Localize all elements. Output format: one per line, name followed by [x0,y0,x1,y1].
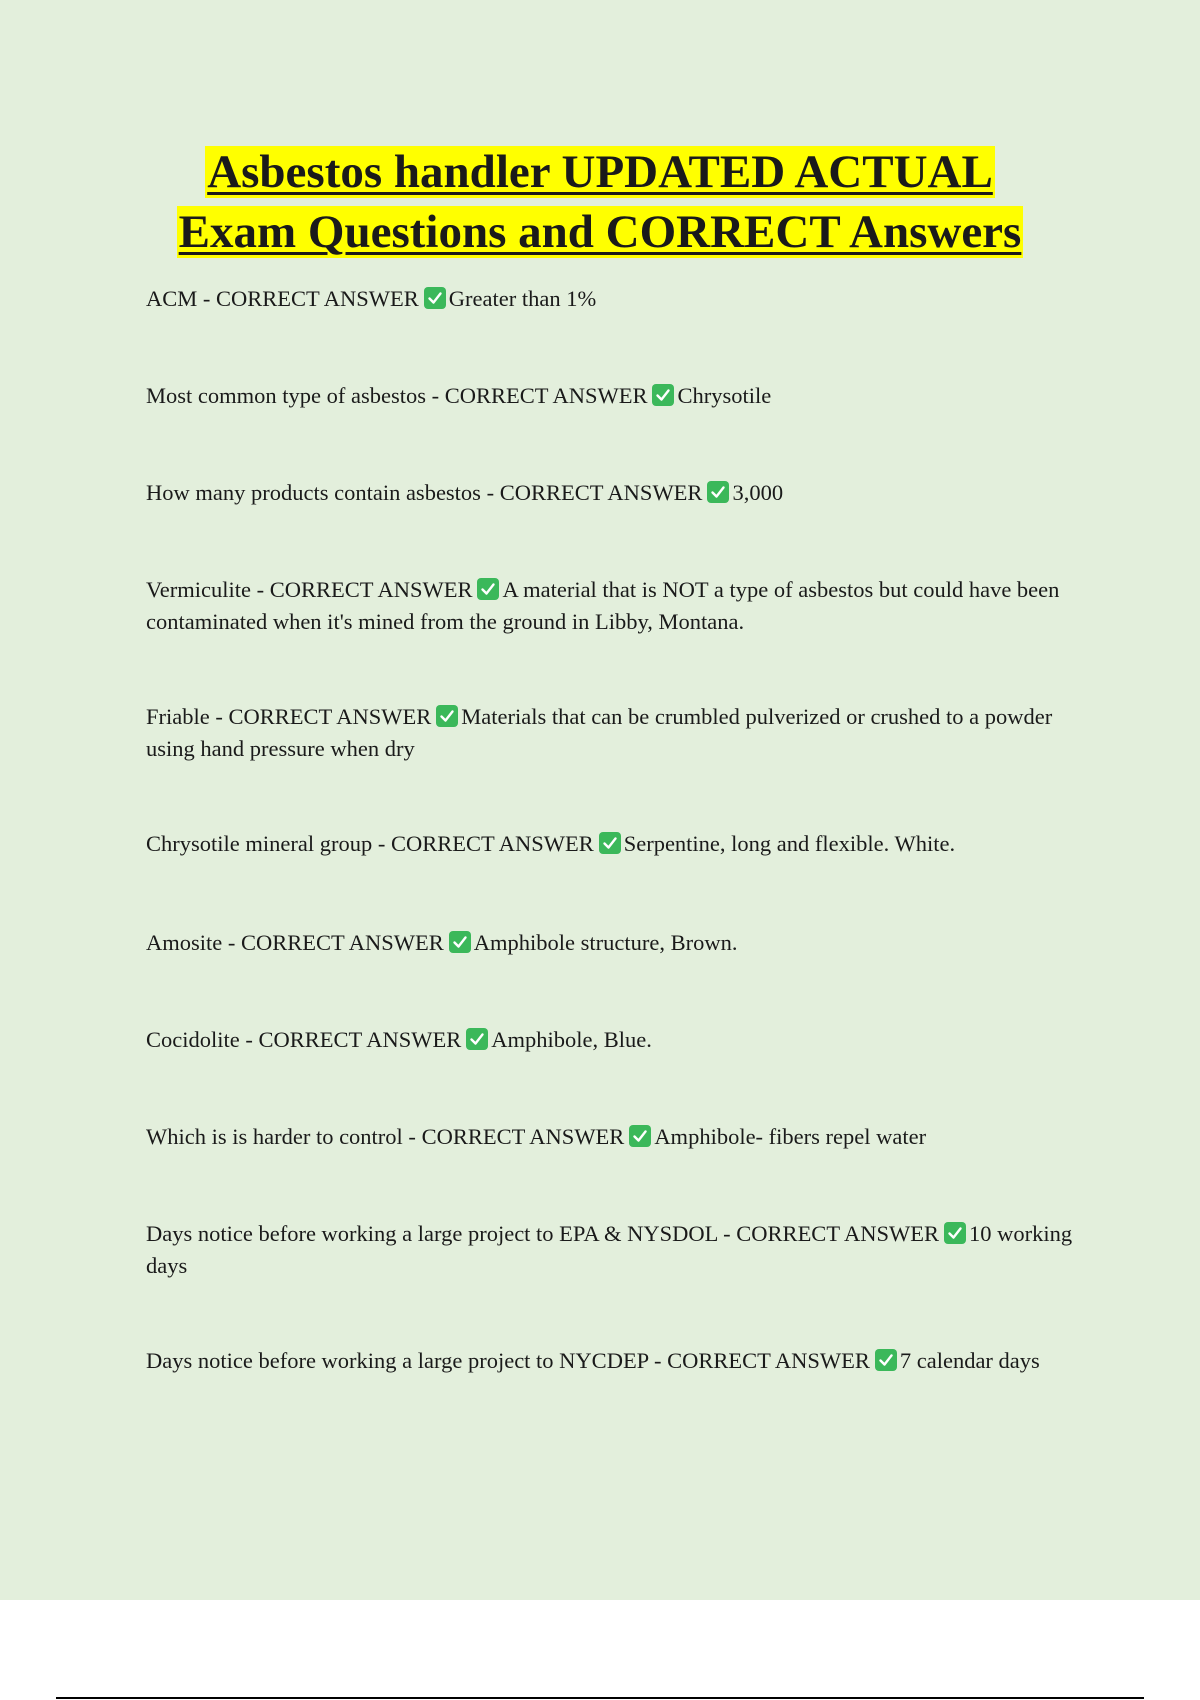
question-text: Vermiculite - [146,577,270,602]
check-mark-icon [477,578,499,600]
answer-text: Amphibole structure, Brown. [473,930,738,955]
question-text: Most common type of asbestos - [146,383,445,408]
question-text: Cocidolite - [146,1027,259,1052]
question-text: How many products contain asbestos - [146,480,500,505]
title-line-2: Exam Questions and CORRECT Answers [178,206,1022,258]
answer-text: Materials that can be crumbled pulverized or crushed to a powder using hand pressure when dry [146,704,1053,761]
question-text: Which is is harder to control - [146,1124,422,1149]
question-text: Friable - [146,704,229,729]
separator-text: CORRECT ANSWER [216,286,419,311]
question-text: Days notice before working a large project to NYCDEP - [146,1348,668,1373]
qa-item [146,1345,1096,1377]
separator-text: CORRECT ANSWER [390,831,594,856]
answer-text: A material that is NOT a type of asbestos but could have been contaminated when it's mined from the ground in Libby, Montana. [146,577,1060,634]
qa-item [146,477,1096,509]
separator-text: CORRECT ANSWER [258,1027,462,1052]
qa-item [146,1121,1096,1153]
separator-text: CORRECT ANSWER [241,930,444,955]
question-text: Chrysotile mineral group - [146,831,391,856]
separator-text: CORRECT ANSWER [269,577,473,602]
qa-item [146,380,1096,412]
qa-item [146,574,1096,638]
separator-text: CORRECT ANSWER [667,1348,870,1373]
check-mark-icon [629,1125,651,1147]
title-line-1: Asbestos handler UPDATED ACTUAL [207,146,993,198]
document-title [0,142,1200,262]
qa-item [146,283,1096,315]
qa-item [146,701,1096,765]
answer-text: Serpentine, long and flexible. White. [623,831,956,856]
check-mark-icon [944,1222,966,1244]
answer-text: Chrysotile [677,383,772,408]
question-text: Days notice before working a large project to EPA & NYSDOL - [146,1221,737,1246]
answer-text: 3,000 [732,480,784,505]
check-mark-icon [466,1028,488,1050]
check-mark-icon [436,705,458,727]
check-mark-icon [652,384,674,406]
check-mark-icon [424,287,446,309]
qa-item [146,828,1096,860]
question-text: Amosite - [146,930,241,955]
qa-item [146,1024,1096,1056]
check-mark-icon [875,1349,897,1371]
answer-text: Greater than 1% [448,286,597,311]
separator-text: CORRECT ANSWER [444,383,648,408]
answer-text: Amphibole- fibers repel water [654,1124,927,1149]
separator-text: CORRECT ANSWER [421,1124,625,1149]
answer-text: Amphibole, Blue. [491,1027,652,1052]
question-text: ACM - [146,286,217,311]
check-mark-icon [599,832,621,854]
check-mark-icon [449,931,471,953]
answer-text: 10 working days [146,1221,1073,1278]
check-mark-icon [707,481,729,503]
footer-divider [56,1697,1144,1699]
separator-text: CORRECT ANSWER [499,480,703,505]
separator-text: CORRECT ANSWER [736,1221,940,1246]
qa-item [146,1218,1096,1282]
separator-text: CORRECT ANSWER [228,704,432,729]
qa-item [146,927,1096,959]
answer-text: 7 calendar days [899,1348,1040,1373]
